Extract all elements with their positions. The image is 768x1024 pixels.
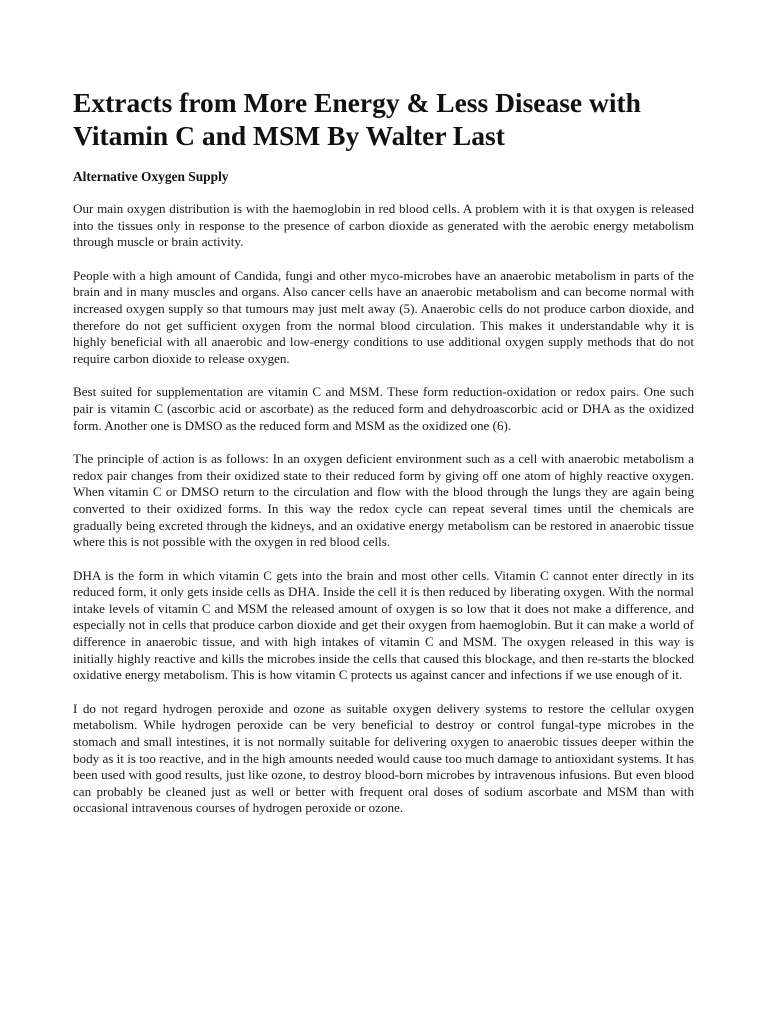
section-heading: Alternative Oxygen Supply [73, 169, 229, 184]
paragraph: People with a high amount of Candida, fungi and other myco-microbes have an anaerobic metabolism in parts of the brain and in many muscles and organs. Also cancer cells have an anaerobic metabolism and can become normal with increased oxygen supply so that tumours may just melt away (5). Anaerobic cells do not produce carbon dioxide, and therefore do not get sufficient oxygen from the normal blood circulation. This makes it understandable why it is highly beneficial with all anaerobic and low-energy conditions to use additional oxygen supply methods that do not require carbon dioxide to release oxygen. [73, 267, 694, 366]
paragraph: I do not regard hydrogen peroxide and ozone as suitable oxygen delivery systems to restore the cellular oxygen metabolism. While hydrogen peroxide can be very beneficial to destroy or control fungal-type microbes in the stomach and small intestines, it is not normally suitable for delivering oxygen to anaerobic tissues deeper within the body as it is too reactive, and in the high amounts needed would cause too much damage to antioxidant systems. It has been used with good results, just like ozone, to destroy blood-born microbes by intravenous infusions. But even blood can probably be cleaned just as well or better with frequent oral doses of sodium ascorbate and MSM than with occasional intravenous courses of hydrogen peroxide or ozone. [73, 700, 694, 816]
document-title: Extracts from More Energy & Less Disease with Vitamin C and MSM By Walter Last [73, 87, 641, 151]
paragraph: The principle of action is as follows: In an oxygen deficient environment such as a cell with anaerobic metabolism a redox pair changes from their oxidized state to their reduced form by giving off one atom of highly reactive oxygen. When vitamin C or DMSO return to the circulation and flow with the blood through the lungs they are again being converted to their oxidized forms. In this way the redox cycle can repeat several times until the chemicals are gradually being excreted through the kidneys, and an oxidative energy metabolism can be restored in anaerobic tissue where this is not possible with the oxygen in red blood cells. [73, 451, 694, 550]
document-page [73, 86, 694, 817]
paragraph: DHA is the form in which vitamin C gets into the brain and most other cells. Vitamin C cannot enter directly in its reduced form, it only gets inside cells as DHA. Inside the cell it is then reduced by liberating oxygen. With the normal intake levels of vitamin C and MSM the released amount of oxygen is so low that it does not make a difference, and especially not in cells that produce carbon dioxide and get their oxygen from haemoglobin. But it can make a world of difference in anaerobic tissue, and with high intakes of vitamin C and MSM. The oxygen released in this way is initially highly reactive and kills the microbes inside the cells that caused this blockage, and then re-starts the blocked oxidative energy metabolism. This is how vitamin C protects us against cancer and infections if we use enough of it. [73, 567, 694, 683]
paragraph: Best suited for supplementation are vitamin C and MSM. These form reduction-oxidation or redox pairs. One such pair is vitamin C (ascorbic acid or ascorbate) as the reduced form and dehydroascorbic acid or DHA as the oxidized form. Another one is DMSO as the reduced form and MSM as the oxidized one (6). [73, 384, 694, 433]
paragraph: Our main oxygen distribution is with the haemoglobin in red blood cells. A problem with it is that oxygen is released into the tissues only in response to the presence of carbon dioxide as generated with the aerobic energy metabolism through muscle or brain activity. [73, 201, 694, 250]
